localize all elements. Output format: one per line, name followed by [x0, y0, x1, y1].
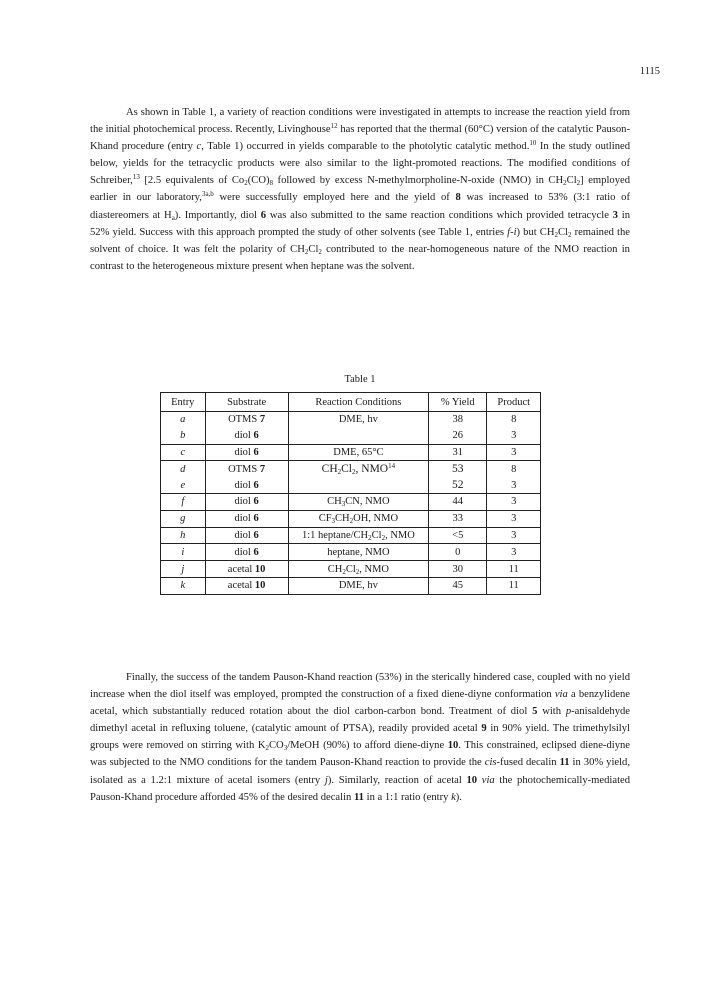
header-substrate: Substrate: [205, 393, 288, 412]
header-yield: % Yield: [429, 393, 487, 412]
table-row: k acetal 10 DME, hv 45 11: [161, 577, 541, 594]
results-table: [160, 392, 541, 595]
table-row: a OTMS 7 DME, hv 38 8: [161, 412, 541, 428]
table-row: d OTMS 7 $CH_2Cl_2$, NMO$^{14}$ 53 8: [161, 461, 541, 477]
conclusion-paragraph: Finally, the success of the tandem Pauson-Khand reaction (53%) in the sterically hindered case, coupled with no yield increase when the diol itself was employed, prompted the construction of a fixed diene-diyne conformation via a benzylidene acetal, which substantially reduced rotation about the diol carbon-carbon bond. Treatment of diol 5 with p-anisaldehyde dimethyl acetal in refluxing toluene, (catalytic amount of PTSA), readily provided acetal 9 in 90% yield. The trimethylsilyl groups were removed on stirring with $K_2CO_3$/MeOH (90%) to afford diene-diyne 10. This constrained, eclipsed diene-diyne was subjected to the NMO conditions for the tandem Pauson-Khand reaction to provide the cis-fused decalin 11 in 30% yield, isolated as a 1.2:1 mixture of acetal isomers (entry j). Similarly, reaction of acetal 10 via the photochemically-mediated Pauson-Khand procedure afforded 45% of the desired decalin 11 in a 1:1 ratio (entry k).: [90, 672, 631, 803]
header-conditions: Reaction Conditions: [288, 393, 429, 412]
ref-10: 10: [529, 139, 537, 148]
table-header-row: [161, 393, 541, 412]
header-product: Product: [487, 393, 541, 412]
header-entry: Entry: [161, 393, 206, 412]
table-title: Table 1: [344, 374, 376, 385]
table-row: b diol 6 26 3: [161, 428, 541, 444]
table-row: c diol 6 DME, 65°C 31 3: [161, 444, 541, 461]
table-row: h diol 6 1:1 heptane/$CH_2Cl_2$, NMO <5 3: [161, 527, 541, 544]
ref-3ab: 3a,b: [201, 190, 214, 199]
ref-13: 13: [132, 173, 140, 182]
table-row: e diol 6 52 3: [161, 477, 541, 493]
page-number: 1115: [639, 66, 660, 77]
table-row: g diol 6 $CF_3CH_2OH$, NMO 33 3: [161, 510, 541, 527]
table-row: f diol 6 $CH_3CN$, NMO 44 3: [161, 493, 541, 510]
table-row: j acetal 10 $CH_2Cl_2$, NMO 30 11: [161, 561, 541, 578]
intro-paragraph: As shown in Table 1, a variety of reaction conditions were investigated in attempts to increase the reaction yield from the initial photochemical process. Recently, Livinghouse$^{12}$ has reported that the thermal (60°C) version of the catalytic Pauson-Khand procedure (entry c, Table 1) occurred in yields comparable to the photolytic catalytic method.$^{10}$ In the study outlined below, yields for the tetracyclic products were also similar to the light-promoted reactions. The modified conditions of Schreiber,$^{13}$ [2.5 equivalents of $Co_2(CO)_8$ followed by excess N-methylmorpholine-N-oxide (NMO) in $CH_2Cl_2$] employed earlier in our laboratory,$^{3a,b}$ were successfully employed here and the yield of 8 was increased to 53% (3:1 ratio of diastereomers at $H_a$). Importantly, diol 6 was also submitted to the same reaction conditions which provided tetracycle 3 in 52% yield. Success with this approach prompted the study of other solvents (see Table 1, entries f-i) but $CH_2Cl_2$ remained the solvent of choice. It was felt the polarity of $CH_2Cl_2$ contributed to the near-homogeneous nature of the NMO reaction in contrast to the heterogeneous mixture present when heptane was the solvent.: [90, 107, 631, 272]
ref-12: 12: [330, 122, 338, 131]
table-row: i diol 6 heptane, NMO 0 3: [161, 544, 541, 561]
